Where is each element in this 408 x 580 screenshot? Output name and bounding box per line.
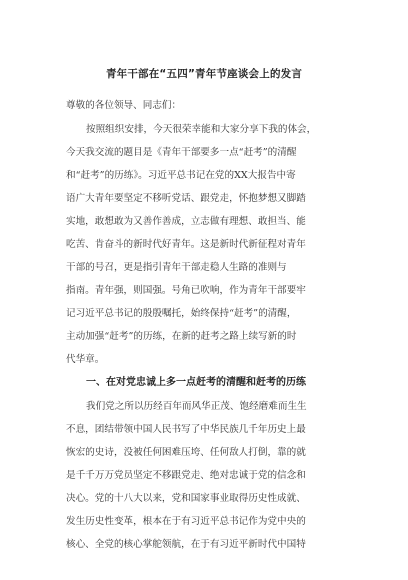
paragraph-line: 决心。党的十八大以来，党和国家事业取得历史性成就、: [66, 493, 306, 504]
paragraph-line: 今天我交流的题目是《青年干部要多一点“赶考”的清醒: [66, 147, 297, 158]
paragraph-line: 恢宏的史诗，没被任何困难压垮、任何敌人打倒，靠的就: [66, 447, 306, 458]
paragraph-line: 代华章。: [66, 354, 105, 365]
section-heading: 一、在对党忠诚上多一点赶考的清醒和赶考的历练: [86, 377, 306, 388]
paragraph-line: 主动加强“赶考”的历练，在新的赶考之路上续写新的时: [66, 331, 297, 342]
paragraph-line: 指南。青年强，则国强。号角已吹响，作为青年干部要牢: [66, 285, 306, 296]
paragraph-line: 我们党之所以历经百年而风华正茂、饱经磨难而生生: [86, 401, 307, 412]
paragraph-line: 干部的号召，更是指引青年干部走稳人生路的准则与: [66, 262, 287, 273]
paragraph-line: 按照组织安排，今天很荣幸能和大家分享下我的体会，: [86, 124, 317, 135]
salutation: 尊敬的各位领导、同志们：: [66, 100, 182, 111]
paragraph-line: 发生历史性变革，根本在于有习近平总书记作为党中央的: [66, 516, 306, 527]
paragraph-line: 记习近平总书记的殷殷嘱托，始终保持“赶考”的清醒，: [66, 308, 297, 319]
paragraph-line: 不息，团结带领中国人民书写了中华民族几千年历史上最: [66, 424, 306, 435]
paragraph-line: 核心、全党的核心掌舵领航，在于有习近平新时代中国特: [66, 539, 306, 550]
paragraph-line: 是千千万万党员坚定不移跟党走、绝对忠诚于党的信念和: [66, 470, 306, 481]
paragraph-line: 实地，敢想敢为又善作善成，立志做有理想、敢担当、能: [66, 216, 306, 227]
paragraph-line: 吃苦、肯奋斗的新时代好青年。这是新时代新征程对青年: [66, 239, 306, 250]
paragraph-line: 语广大青年要坚定不移听党话、跟党走，怀抱梦想又脚踏: [66, 193, 306, 204]
document-title: 青年干部在“五四”青年节座谈会上的发言: [105, 68, 303, 80]
paragraph-line: 和“赶考”的历练》。习近平总书记在党的XX大报告中寄: [66, 170, 296, 181]
